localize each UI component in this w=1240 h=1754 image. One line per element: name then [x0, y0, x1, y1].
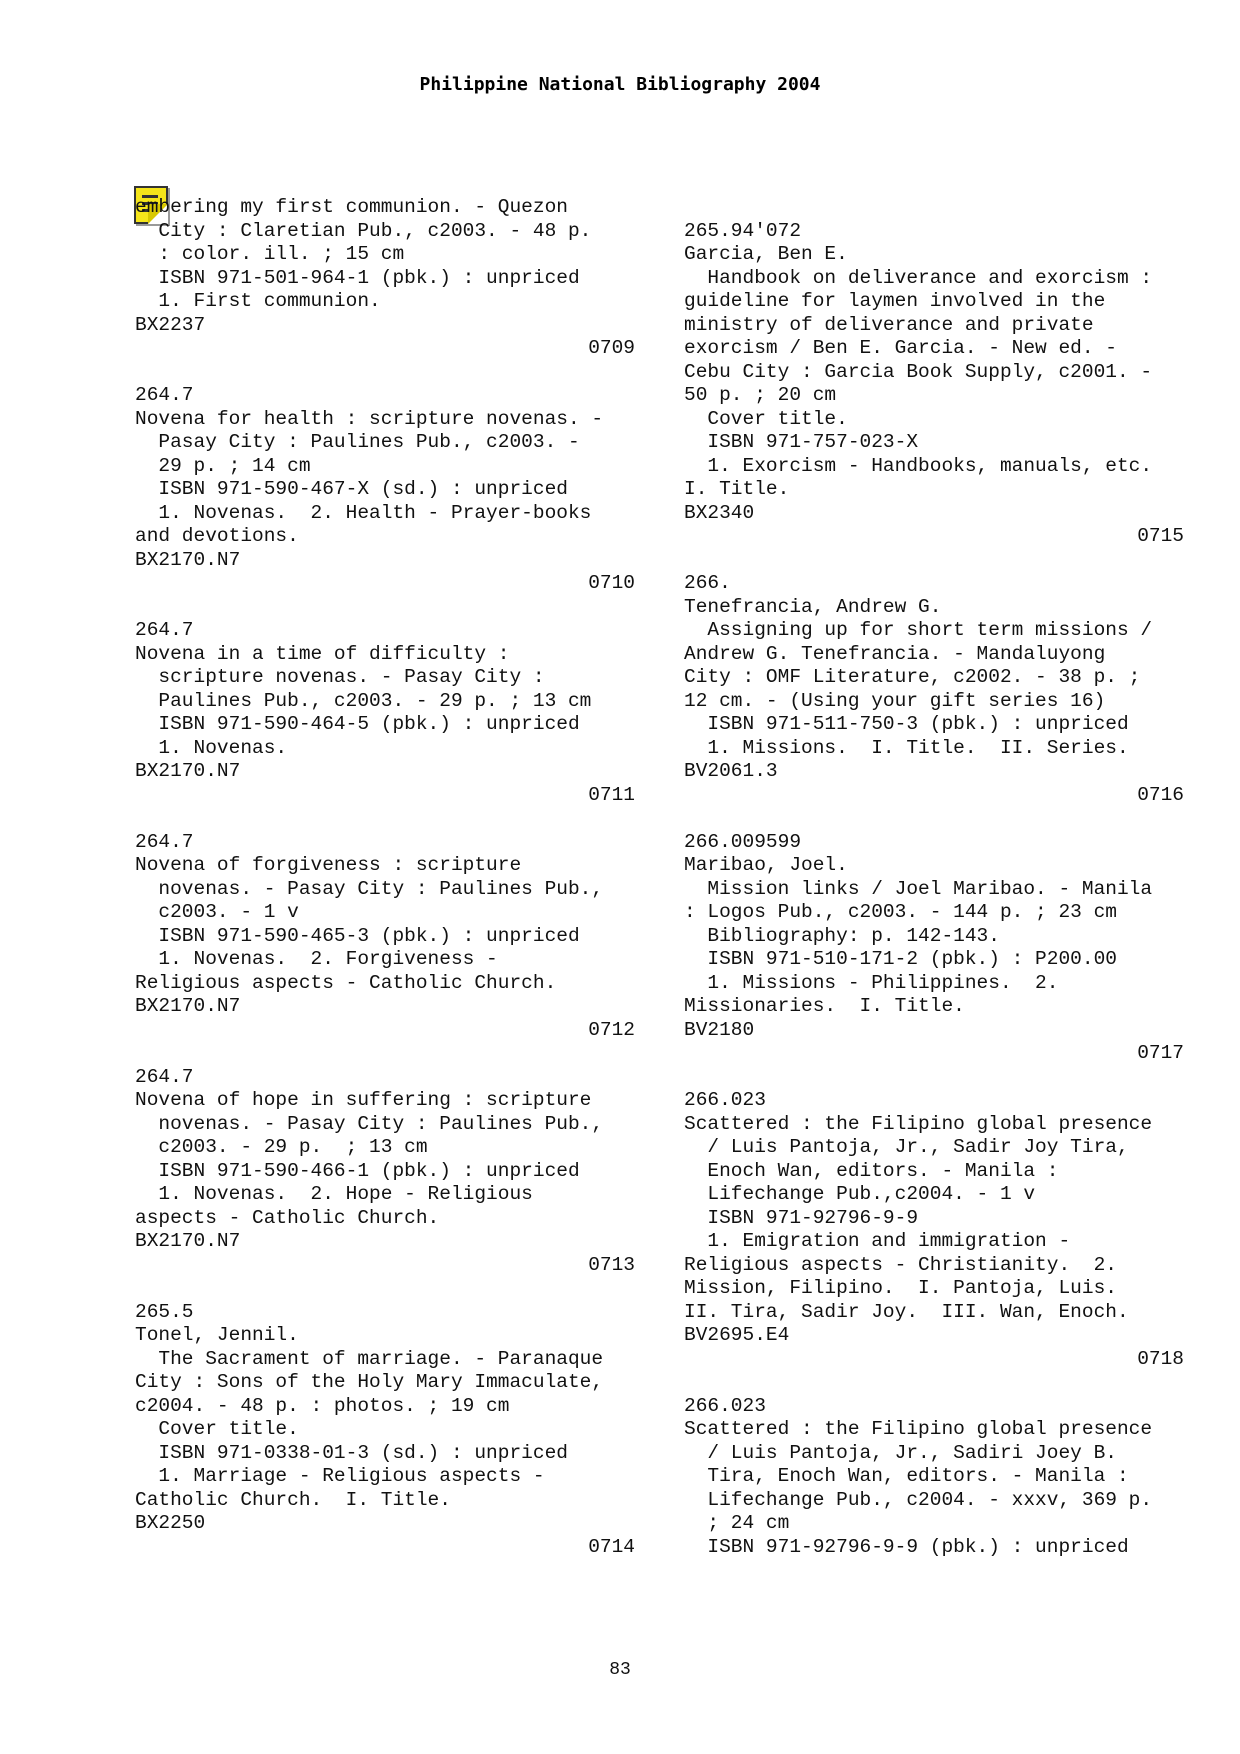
entry-line: Novena of forgiveness : scripture — [135, 854, 522, 876]
entry-line: 266. — [684, 572, 731, 594]
entry-line: BV2695.E4 — [684, 1324, 790, 1346]
entry-line: BX2340 — [684, 501, 755, 524]
bibliography-entry — [684, 1089, 1184, 1371]
entry-line: Handbook on deliverance and exorcism : — [684, 266, 1153, 289]
entry-line: embering my first communion. - Quezon — [135, 196, 568, 218]
entry-line: 1. Missions - Philippines. 2. — [684, 971, 1059, 994]
entry-line: Novena in a time of difficulty : — [135, 642, 510, 665]
entry-line: Bibliography: p. 142-143. — [684, 924, 1000, 947]
entry-line: ministry of deliverance and private — [684, 313, 1094, 336]
entry-line: Cebu City : Garcia Book Supply, c2001. - — [684, 360, 1153, 383]
entry-line: guideline for laymen involved in the — [684, 290, 1106, 312]
entry-line: Novena for health : scripture novenas. - — [135, 407, 604, 430]
entry-line: 266.023 — [684, 1394, 766, 1417]
entry-line: / Luis Pantoja, Jr., Sadir Joy Tira, — [684, 1136, 1129, 1158]
entry-line: BX2170.N7 — [135, 760, 241, 782]
entry-line: ISBN 971-590-465-3 (pbk.) : unpriced — [135, 924, 580, 947]
bibliography-entry — [135, 384, 635, 596]
entry-line: Cover title. — [135, 1418, 299, 1440]
bibliography-entry — [684, 1395, 1184, 1560]
entry-line: Lifechange Pub., c2004. - xxxv, 369 p. — [684, 1488, 1153, 1511]
entry-line: BX2170.N7 — [135, 1230, 241, 1252]
entry-line: ISBN 971-0338-01-3 (sd.) : unpriced — [135, 1441, 568, 1464]
entry-line: 1. Novenas. 2. Health - Prayer-books — [135, 501, 592, 524]
entry-line: Tonel, Jennil. — [135, 1324, 299, 1346]
bibliography-entry — [135, 831, 635, 1043]
entry-line: 266.023 — [684, 1089, 766, 1111]
entry-line: Scattered : the Filipino global presence — [684, 1418, 1153, 1440]
entry-line: 1. Marriage - Religious aspects - — [135, 1465, 545, 1487]
entry-line: Andrew G. Tenefrancia. - Mandaluyong — [684, 642, 1106, 665]
entry-line: ISBN 971-501-964-1 (pbk.) : unpriced — [135, 266, 580, 289]
entry-line: BX2237 — [135, 313, 206, 336]
entry-line: Mission, Filipino. I. Pantoja, Luis. — [684, 1277, 1117, 1299]
bibliography-entry — [135, 1301, 635, 1560]
entry-line: ISBN 971-511-750-3 (pbk.) : unpriced — [684, 713, 1129, 735]
entry-number: 0710 — [588, 572, 635, 594]
entry-line: 264.7 — [135, 830, 194, 853]
entry-line: Maribao, Joel. — [684, 854, 848, 876]
entry-line: aspects - Catholic Church. — [135, 1206, 440, 1229]
entry-line: 264.7 — [135, 1065, 194, 1088]
entry-line: II. Tira, Sadir Joy. III. Wan, Enoch. — [684, 1300, 1129, 1323]
entry-line: : Logos Pub., c2003. - 144 p. ; 23 cm — [684, 901, 1117, 923]
entry-line: 266.009599 — [684, 830, 802, 853]
entry-line: 1. Missions. I. Title. II. Series. — [684, 736, 1129, 759]
entry-line: / Luis Pantoja, Jr., Sadiri Joey B. — [684, 1441, 1117, 1464]
entry-line: Religious aspects - Christianity. 2. — [684, 1253, 1117, 1276]
entry-line: Missionaries. I. Title. — [684, 995, 965, 1017]
entry-line: Garcia, Ben E. — [684, 243, 848, 265]
bibliography-entry — [684, 572, 1184, 807]
entry-number: 0711 — [588, 783, 635, 806]
entry-line: City : Sons of the Holy Mary Immaculate, — [135, 1371, 604, 1393]
entry-number: 0713 — [588, 1253, 635, 1276]
entry-line: novenas. - Pasay City : Paulines Pub., — [135, 877, 604, 900]
entry-line: scripture novenas. - Pasay City : — [135, 666, 545, 688]
entry-line: Enoch Wan, editors. - Manila : — [684, 1159, 1059, 1182]
entry-line: c2003. - 29 p. ; 13 cm — [135, 1136, 428, 1158]
entry-line: 50 p. ; 20 cm — [684, 384, 837, 406]
entry-line: The Sacrament of marriage. - Paranaque — [135, 1347, 604, 1370]
entry-line: ISBN 971-590-466-1 (pbk.) : unpriced — [135, 1159, 580, 1182]
bibliography-entry — [135, 619, 635, 807]
entry-number: 0712 — [588, 1018, 635, 1041]
entry-line: 1. Novenas. 2. Hope - Religious — [135, 1183, 533, 1205]
entry-line: Mission links / Joel Maribao. - Manila — [684, 877, 1153, 900]
entry-line: 1. Exorcism - Handbooks, manuals, etc. — [684, 454, 1153, 477]
entry-line: Novena of hope in suffering : scripture — [135, 1089, 592, 1111]
entry-line: 1. Emigration and immigration - — [684, 1230, 1071, 1252]
entry-line: ISBN 971-590-464-5 (pbk.) : unpriced — [135, 713, 580, 735]
entry-line: Catholic Church. I. Title. — [135, 1488, 451, 1511]
entry-line: exorcism / Ben E. Garcia. - New ed. - — [684, 337, 1117, 359]
entry-line: 1. Novenas. — [135, 736, 288, 759]
entry-line: ISBN 971-92796-9-9 — [684, 1206, 919, 1229]
entry-line: and devotions. — [135, 525, 299, 547]
bibliography-entry — [135, 1066, 635, 1278]
entry-line: 264.7 — [135, 384, 194, 406]
page-number: 83 — [609, 1660, 631, 1680]
bibliography-entry — [135, 196, 635, 361]
entry-line: Pasay City : Paulines Pub., c2003. - — [135, 431, 580, 453]
entry-line: ISBN 971-590-467-X (sd.) : unpriced — [135, 478, 568, 500]
entry-line: novenas. - Pasay City : Paulines Pub., — [135, 1112, 604, 1135]
entry-line: BV2061.3 — [684, 760, 778, 782]
entry-line: BX2170.N7 — [135, 995, 241, 1017]
entry-line: Paulines Pub., c2003. - 29 p. ; 13 cm — [135, 689, 592, 712]
entry-line: c2003. - 1 v — [135, 901, 299, 923]
bibliography-entry — [684, 831, 1184, 1066]
entry-line: ; 24 cm — [684, 1512, 790, 1534]
entry-line: 12 cm. - (Using your gift series 16) — [684, 689, 1106, 712]
entry-line: Cover title. — [684, 407, 848, 430]
entry-line: 29 p. ; 14 cm — [135, 454, 311, 477]
entry-line: Scattered : the Filipino global presence — [684, 1112, 1153, 1135]
entry-number: 0715 — [1137, 525, 1184, 547]
entry-line: 1. Novenas. 2. Forgiveness - — [135, 948, 498, 970]
entry-line: Religious aspects - Catholic Church. — [135, 971, 557, 994]
entry-line: ISBN 971-510-171-2 (pbk.) : P200.00 — [684, 948, 1117, 970]
entry-number: 0717 — [1137, 1042, 1184, 1064]
entry-line: c2004. - 48 p. : photos. ; 19 cm — [135, 1394, 510, 1417]
entry-number: 0714 — [588, 1535, 635, 1558]
entry-line: Tira, Enoch Wan, editors. - Manila : — [684, 1465, 1129, 1487]
entry-line: Tenefrancia, Andrew G. — [684, 595, 942, 618]
entry-line: : color. ill. ; 15 cm — [135, 243, 405, 265]
entry-line: 1. First communion. — [135, 290, 381, 312]
bibliography-entry — [684, 220, 1184, 549]
entry-line: Assigning up for short term missions / — [684, 619, 1153, 641]
right-column — [684, 196, 1184, 1559]
page-title: Philippine National Bibliography 2004 — [419, 74, 821, 95]
entry-number: 0716 — [1137, 783, 1184, 806]
entry-line: 265.5 — [135, 1300, 194, 1323]
entry-line: City : Claretian Pub., c2003. - 48 p. — [135, 219, 592, 242]
entry-line: BX2170.N7 — [135, 548, 241, 571]
entry-line: I. Title. — [684, 478, 790, 500]
entry-line: Lifechange Pub.,c2004. - 1 v — [684, 1183, 1036, 1205]
entry-number: 0709 — [588, 337, 635, 359]
entry-line: ISBN 971-757-023-X — [684, 431, 919, 453]
entry-line: BV2180 — [684, 1018, 755, 1041]
entry-line: City : OMF Literature, c2002. - 38 p. ; — [684, 666, 1141, 688]
entry-number: 0718 — [1137, 1347, 1184, 1370]
entry-line: ISBN 971-92796-9-9 (pbk.) : unpriced — [684, 1535, 1129, 1558]
entry-line: 264.7 — [135, 619, 194, 641]
entry-line: 265.94'072 — [684, 219, 802, 242]
entry-line: BX2250 — [135, 1512, 206, 1534]
left-column — [135, 196, 635, 1559]
